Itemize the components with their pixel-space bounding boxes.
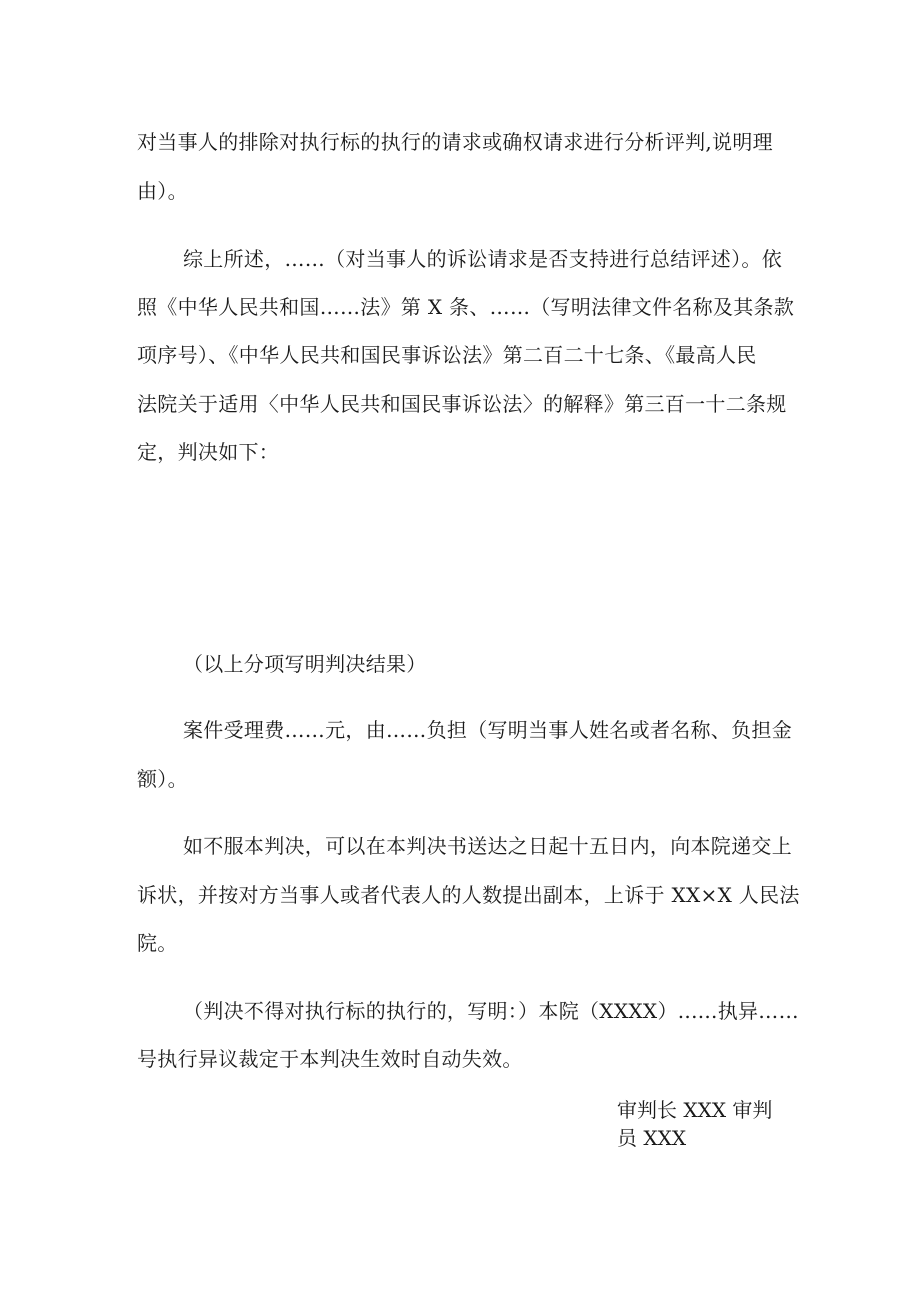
paragraph-fee-line-1: 案件受理费……元，由……负担（写明当事人姓名或者名称、负担金 [183,718,792,742]
paragraph-appeal-line-3: 院。 [137,931,178,955]
paragraph-appeal-line-2: 诉状，并按对方当事人或者代表人的人数提出副本，上诉于 XX×X 人民法 [137,883,800,907]
paragraph-summary-line-3: 项序号）、《中华人民共和国民事诉讼法》第二百二十七条、《最高人民 [137,343,757,367]
paragraph-summary-line-1: 综上所述，……（对当事人的诉讼请求是否支持进行总结评述）。依 [183,247,782,271]
paragraph-summary-line-2: 照《中华人民共和国……法》第 X 条、……（写明法律文件名称及其条款 [137,295,795,319]
signature-line-2: 员 XXX [617,1126,687,1150]
signature-line-1: 审判长 XXX 审判 [617,1098,773,1122]
paragraph-appeal-line-1: 如不服本判决，可以在本判决书送达之日起十五日内，向本院递交上 [183,834,792,858]
judgment-result-note: （以上分项写明判决结果） [183,652,427,676]
paragraph-void-line-2: 号执行异议裁定于本判决生效时自动失效。 [137,1047,523,1071]
paragraph-fee-line-2: 额）。 [137,767,188,791]
paragraph-void-line-1: （判决不得对执行标的执行的，写明：）本院（XXXX）......执异…… [183,999,799,1023]
paragraph-analysis-line-1: 对当事人的排除对执行标的执行的请求或确权请求进行分析评判,说明理 [137,130,773,154]
paragraph-summary-line-4: 法院关于适用〈中华人民共和国民事诉讼法〉的解释》第三百一十二条规 [137,392,787,416]
paragraph-summary-line-5: 定，判决如下： [137,440,280,464]
paragraph-analysis-line-2: 由）。 [137,179,188,203]
